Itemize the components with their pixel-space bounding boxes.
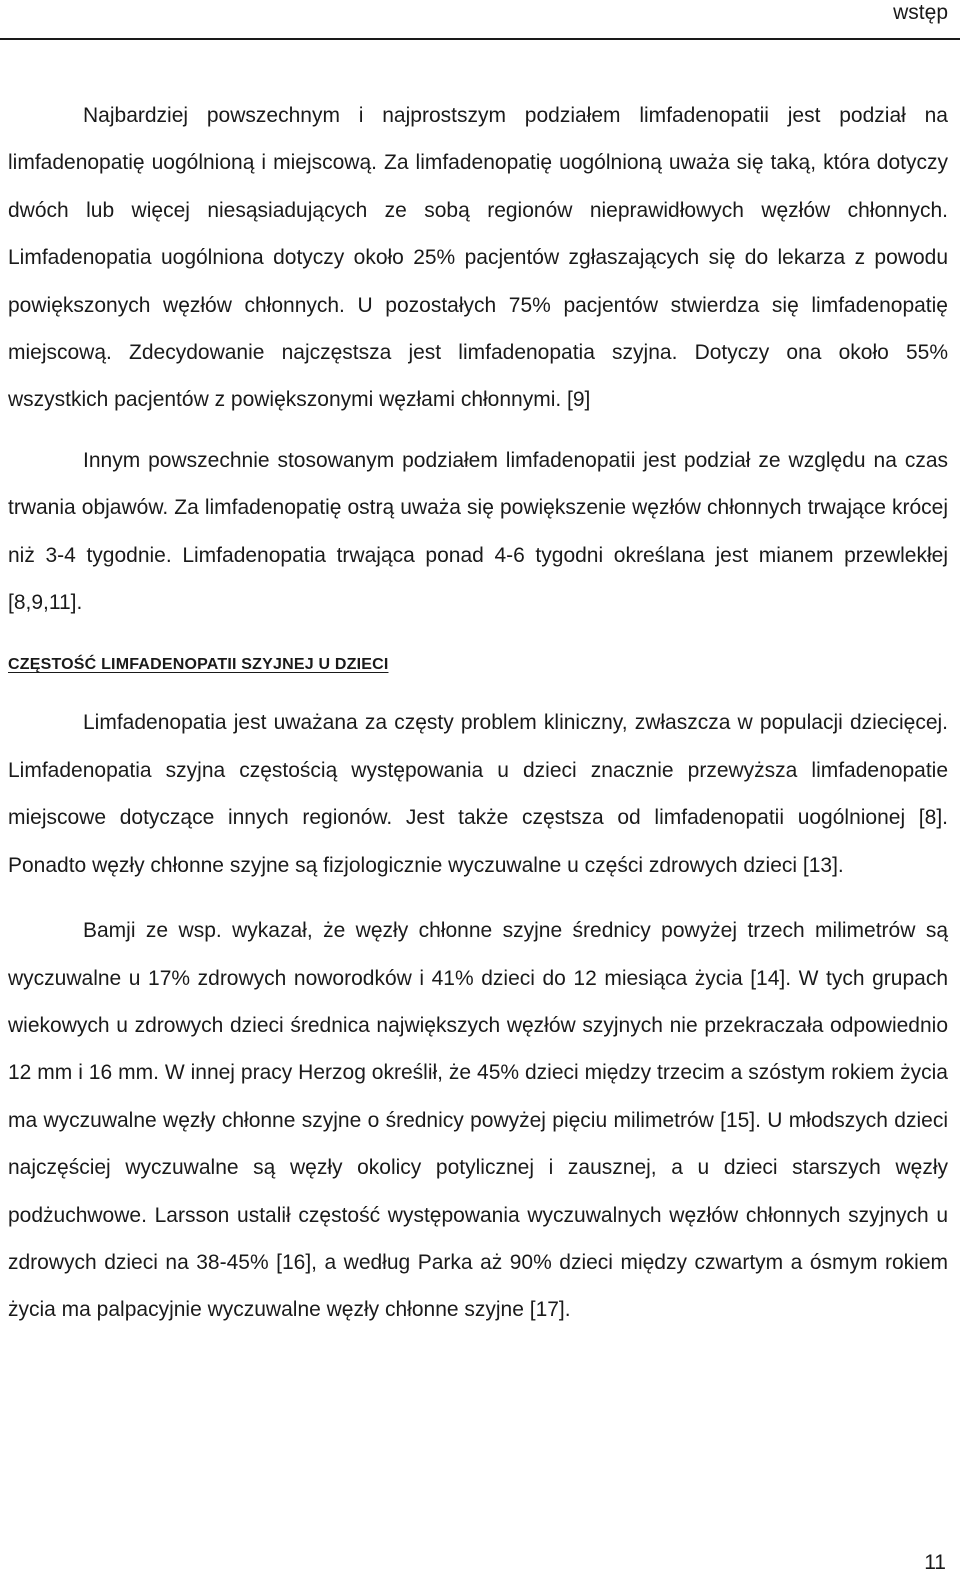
page-header	[0, 0, 960, 40]
paragraph-prevalence: Limfadenopatia jest uważana za częsty problem kliniczny, zwłaszcza w populacji dziecięcej. Limfadenopatia szyjna częstością występowania u dzieci znacznie przewyższa limfadenopatie miejscowe dotyczące innych regionów. Jest także częstsza od limfadenopatii uogólnionej [8]. Ponadto węzły chłonne szyjne są fizjologicznie wyczuwalne u części zdrowych dzieci [13].	[8, 711, 948, 877]
section-heading: CZĘSTOŚĆ LIMFADENOPATII SZYJNEJ U DZIECI	[8, 656, 389, 674]
paragraph-classification: Najbardziej powszechnym i najprostszym podziałem limfadenopatii jest podział na limfadenopatię uogólnioną i miejscową. Za limfadenopatię uogólnioną uważa się taką, która dotyczy dwóch lub więcej niesąsiadujących ze sobą regionów nieprawidłowych węzłów chłonnych. Limfadenopatia uogólniona dotyczy około 25% pacjentów zgłaszających się do lekarza z powodu powiększonych węzłów chłonnych. U pozostałych 75% pacjentów stwierdza się limfadenopatię miejscową. Zdecydowanie najczęstsza jest limfadenopatia szyjna. Dotyczy ona około 55% wszystkich pacjentów z powiększonymi węzłami chłonnymi. [9]	[8, 104, 948, 412]
page-number: 11	[924, 1551, 946, 1574]
page-body	[8, 92, 948, 1334]
header-divider	[0, 38, 960, 40]
paragraph-studies: Bamji ze wsp. wykazał, że węzły chłonne szyjne średnicy powyżej trzech milimetrów są wyczuwalne u 17% zdrowych noworodków i 41% dzieci do 12 miesiąca życia [14]. W tych grupach wiekowych u zdrowych dzieci średnica największych węzłów szyjnych nie przekraczała odpowiednio 12 mm i 16 mm. W innej pracy Herzog określił, że 45% dzieci między trzecim a szóstym rokiem życia ma wyczuwalne węzły chłonne szyjne o średnicy powyżej pięciu milimetrów [15]. U młodszych dzieci najczęściej wyczuwalne są węzły okolicy potylicznej i zausznej, a u dzieci starszych węzły podżuchwowe. Larsson ustalił częstość występowania wyczuwalnych węzłów chłonnych szyjnych u zdrowych dzieci na 38-45% [16], a według Parka aż 90% dzieci między czwartym a ósmym rokiem życia ma palpacyjnie wyczuwalne węzły chłonne szyjne [17].	[8, 919, 948, 1322]
running-header-label: wstęp	[893, 1, 948, 24]
paragraph-duration-classification: Innym powszechnie stosowanym podziałem limfadenopatii jest podział ze względu na czas trwania objawów. Za limfadenopatię ostrą uważa się powiększenie węzłów chłonnych trwające krócej niż 3-4 tygodnie. Limfadenopatia trwająca ponad 4-6 tygodni określana jest mianem przewlekłej [8,9,11].	[8, 448, 948, 615]
